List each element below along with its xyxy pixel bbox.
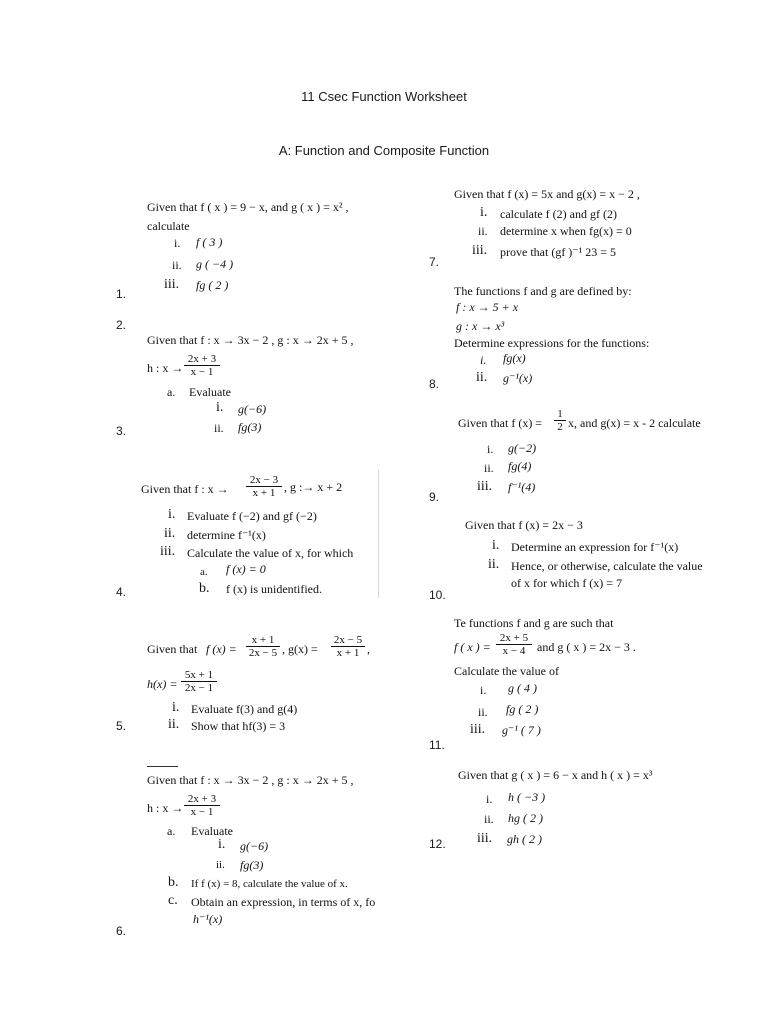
q4-iii-text: Calculate the value of x, for which (187, 546, 354, 560)
q8-part-label: i. (480, 353, 487, 367)
worksheet-title: 11 Csec Function Worksheet (301, 89, 467, 104)
q12-part-text: gh ( 2 ) (507, 832, 542, 846)
q3-h-denominator: x − 1 (190, 366, 214, 378)
q4-right-border (378, 470, 379, 598)
q1-part-text: fg ( 2 ) (196, 278, 229, 292)
q9-part-label: i. (487, 442, 494, 456)
q11-calc: Calculate the value of (454, 664, 559, 678)
question-number-7: 7. (429, 255, 440, 269)
q12-part-text: h ( −3 ) (508, 790, 546, 804)
q4-b-text: f (x) is unidentified. (226, 582, 322, 596)
q12-given: Given that g ( x ) = 6 − x and h ( x ) = x³ (458, 768, 653, 782)
section-heading: A: Function and Composite Function (278, 143, 490, 158)
q5-h-numerator: 5x + 1 (181, 669, 217, 682)
q8-f: f : x → 5 + x (456, 300, 519, 314)
q12-part-label: i. (486, 792, 493, 806)
q11-part-text: g ( 4 ) (508, 681, 537, 695)
q5-given: Given that (147, 642, 198, 656)
q6-a-text: Evaluate (191, 824, 233, 838)
q5-f-fraction (246, 634, 280, 659)
q5-g-numerator: 2x − 5 (331, 634, 365, 647)
q11-f-numerator: 2x + 5 (496, 632, 532, 645)
q6-h-denominator: x − 1 (190, 806, 214, 818)
q12-part-label: iii. (477, 831, 493, 846)
q8-part-text: g⁻¹(x) (503, 371, 533, 385)
q9-part-label: iii. (477, 479, 493, 494)
q11-intro: Te functions f and g are such that (454, 616, 614, 630)
q9-f-denominator: 2 (557, 421, 563, 433)
q3-h-lhs: h : x → (147, 361, 184, 375)
q6-h-fraction (184, 793, 220, 818)
q7-part-label: iii. (472, 243, 488, 258)
q12-part-label: ii. (484, 812, 494, 826)
q1-part-text: g ( −4 ) (196, 257, 234, 271)
q5-g-post: , (367, 642, 370, 656)
q7-part-text: prove that (gf )⁻¹ 23 = 5 (500, 245, 617, 259)
q3-part-label: ii. (214, 421, 224, 435)
q11-part-label: i. (480, 683, 487, 697)
q11-part-text: g⁻¹ ( 7 ) (502, 723, 541, 737)
q4-ii-label: ii. (164, 526, 176, 541)
question-number-2: 2. (116, 318, 127, 332)
q11-f-lhs: f ( x ) = (454, 640, 491, 654)
question-number-3: 3. (116, 424, 127, 438)
q6-a-label: a. (167, 824, 176, 838)
q4-ii-text: determine f⁻¹(x) (187, 528, 266, 542)
q9-part-text: fg(4) (508, 459, 532, 473)
q5-g-lhs: , g(x) = (282, 642, 318, 656)
q6-c-text: Obtain an expression, in terms of x, fo (191, 895, 376, 909)
q11-f-fraction (496, 632, 532, 657)
question-number-1: 1. (116, 287, 127, 301)
q10-i-label: i. (492, 538, 500, 553)
q7-part-text: determine x when fg(x) = 0 (500, 224, 632, 238)
question-number-9: 9. (429, 490, 440, 504)
q3-h-fraction (184, 353, 220, 378)
q9-part-text: f⁻¹(4) (508, 480, 536, 494)
q1-part-label: ii. (172, 258, 182, 272)
q8-intro: The functions f and g are defined by: (454, 284, 632, 298)
q5-g-denominator: x + 1 (336, 647, 360, 659)
q3-given: Given that f : x → 3x − 2 , g : x → 2x + 5 , (147, 333, 354, 347)
q6-part-text: fg(3) (240, 858, 264, 872)
q6-top-rule (147, 766, 178, 767)
q11-part-label: ii. (478, 705, 488, 719)
q4-given-pre: Given that f : x → (141, 482, 229, 496)
q7-given: Given that f (x) = 5x and g(x) = x − 2 , (454, 187, 640, 201)
q6-b-text: If f (x) = 8, calculate the value of x. (191, 878, 348, 890)
q1-part-text: f ( 3 ) (196, 235, 223, 249)
q12-part-text: hg ( 2 ) (508, 811, 543, 825)
q10-ii-text-2: of x for which f (x) = 7 (511, 576, 623, 590)
q8-part-text: fg(x) (503, 351, 526, 365)
q6-part-text: g(−6) (240, 839, 269, 853)
q5-f-lhs: f (x) = (206, 642, 237, 656)
q5-f-numerator: x + 1 (246, 634, 280, 647)
q1-calculate: calculate (147, 219, 190, 233)
q5-g-fraction (331, 634, 365, 659)
q3-part-text: g(−6) (238, 402, 267, 416)
q6-b-label: b. (168, 875, 179, 890)
q11-f-denominator: x − 4 (502, 645, 526, 657)
q7-part-label: ii. (478, 224, 488, 238)
q11-g: and g ( x ) = 2x − 3 . (537, 640, 636, 654)
q9-part-label: ii. (484, 461, 494, 475)
q11-part-text: fg ( 2 ) (506, 702, 539, 716)
q9-f-fraction (554, 408, 566, 433)
q10-ii-text: Hence, or otherwise, calculate the value (511, 559, 703, 573)
q5-h-lhs: h(x) = (147, 677, 178, 691)
q3-a-text: Evaluate (189, 385, 231, 399)
q4-given-post: , g :→ x + 2 (284, 480, 343, 494)
q6-given: Given that f : x → 3x − 2 , g : x → 2x + 5 , (147, 773, 354, 787)
q3-part-label: i. (216, 400, 224, 415)
q3-part-text: fg(3) (238, 420, 262, 434)
q6-part-label: i. (218, 837, 226, 852)
question-number-12: 12. (429, 837, 446, 851)
q6-h-numerator: 2x + 3 (184, 793, 220, 806)
question-number-10: 10. (429, 588, 446, 602)
q3-h-numerator: 2x + 3 (184, 353, 220, 366)
q5-h-fraction (181, 669, 217, 694)
question-number-4: 4. (116, 585, 127, 599)
q5-part-label: ii. (168, 717, 180, 732)
q5-f-denominator: 2x − 5 (248, 647, 278, 659)
q4-a-text: f (x) = 0 (226, 562, 266, 576)
q9-given-pre: Given that f (x) = (458, 416, 543, 430)
q8-determine: Determine expressions for the functions: (454, 336, 650, 350)
question-number-11: 11. (429, 738, 445, 752)
q1-part-label: i. (174, 236, 181, 250)
q10-ii-label: ii. (488, 557, 500, 572)
q1-given: Given that f ( x ) = 9 − x, and g ( x ) = x² , (147, 200, 349, 214)
q9-part-text: g(−2) (508, 441, 537, 455)
q5-part-text: Evaluate f(3) and g(4) (191, 702, 298, 716)
q4-i-label: i. (168, 507, 176, 522)
q4-f-fraction (246, 474, 282, 499)
q5-part-label: i. (172, 700, 180, 715)
q6-part-label: ii. (216, 859, 225, 871)
q1-part-label: iii. (164, 277, 180, 292)
q7-part-label: i. (480, 205, 488, 220)
q8-g: g : x → x³ (456, 319, 505, 333)
q4-i-text: Evaluate f (−2) and gf (−2) (187, 509, 317, 523)
q9-given-post: x, and g(x) = x - 2 calculate (568, 416, 701, 430)
q6-h-lhs: h : x → (147, 801, 184, 815)
question-number-8: 8. (429, 377, 440, 391)
q6-c-label: c. (168, 893, 178, 908)
question-number-5: 5. (116, 719, 127, 733)
q5-part-text: Show that hf(3) = 3 (191, 719, 286, 733)
q4-a-label: a. (200, 566, 208, 578)
q4-f-denominator: x + 1 (252, 487, 276, 499)
q8-part-label: ii. (476, 370, 488, 385)
q4-f-numerator: 2x − 3 (246, 474, 282, 487)
question-number-6: 6. (116, 924, 127, 938)
q10-i-text: Determine an expression for f⁻¹(x) (511, 540, 679, 554)
q5-h-denominator: 2x − 1 (184, 682, 214, 694)
q11-part-label: iii. (470, 722, 486, 737)
q7-part-text: calculate f (2) and gf (2) (500, 207, 617, 221)
q4-iii-label: iii. (160, 544, 176, 559)
q10-given: Given that f (x) = 2x − 3 (465, 518, 583, 532)
q6-c-text-2: h⁻¹(x) (193, 912, 223, 926)
q3-a-label: a. (167, 385, 176, 399)
q4-b-label: b. (199, 581, 210, 596)
q9-f-numerator: 1 (554, 408, 566, 421)
